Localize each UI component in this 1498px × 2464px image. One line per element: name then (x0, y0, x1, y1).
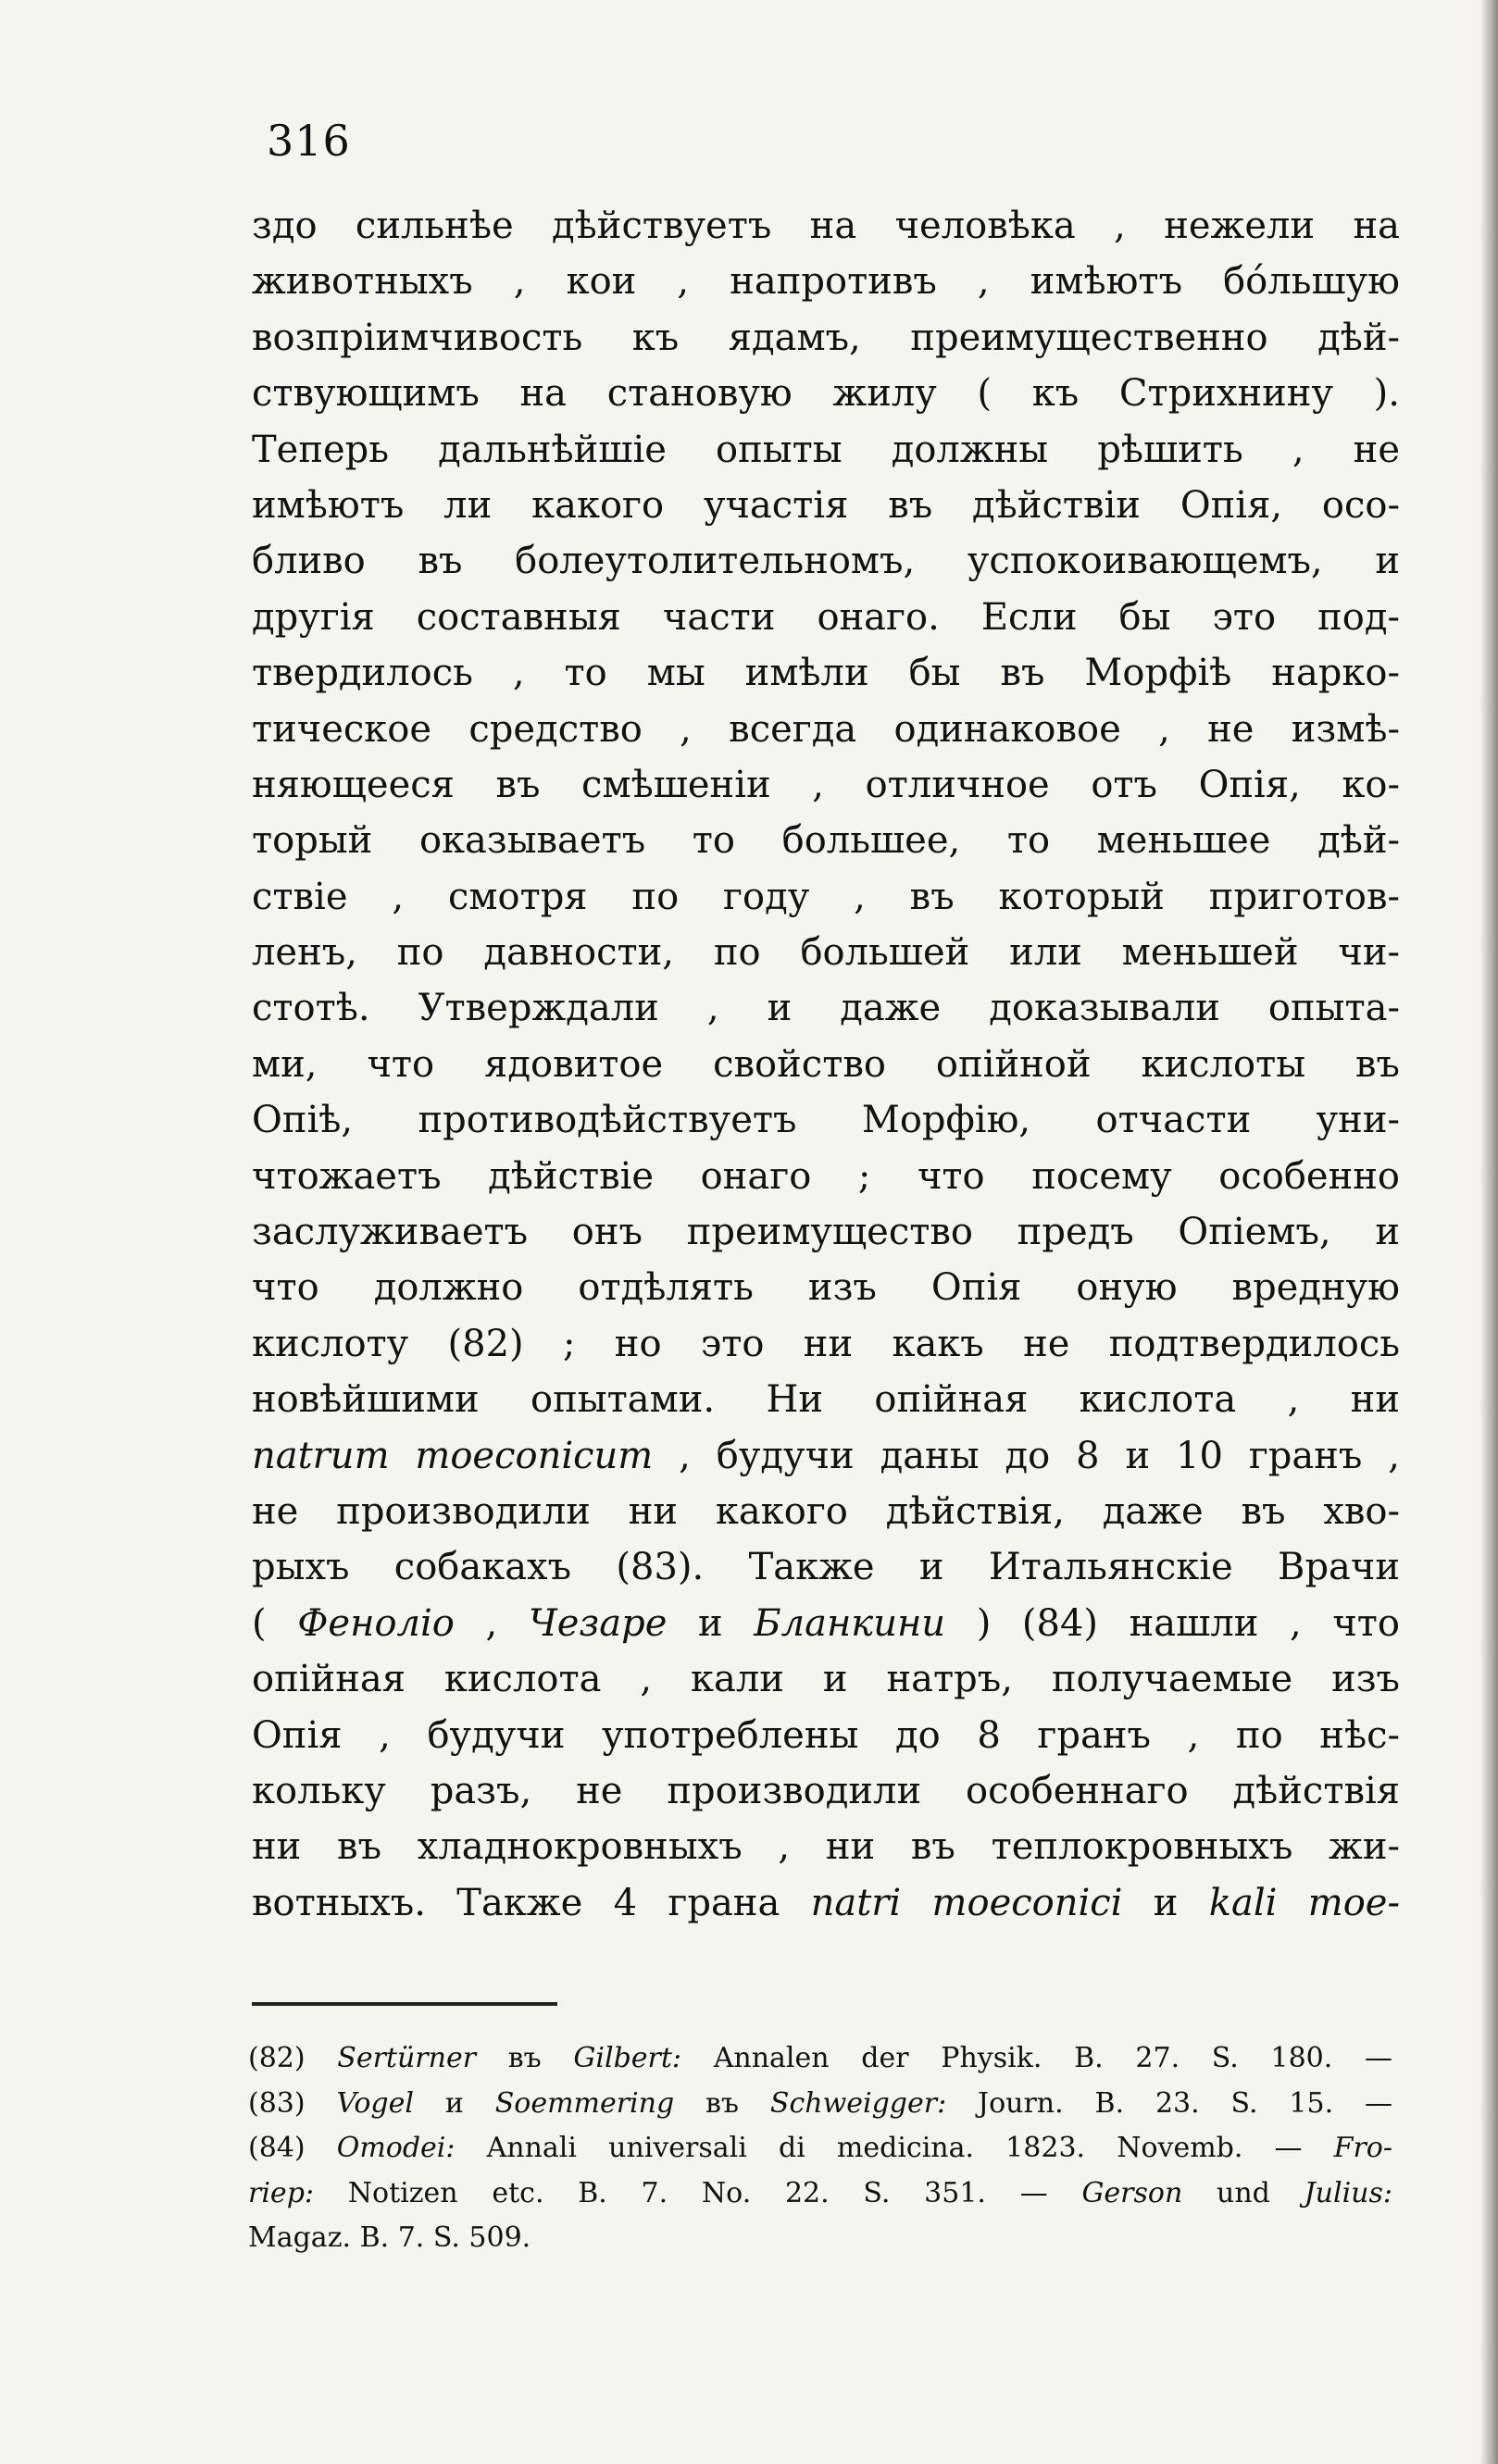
text-line (252, 366, 1400, 421)
text-run: (83) (248, 2086, 337, 2120)
text-run: ми, что ядовитое свойство опійной кислоты въ (252, 1042, 1400, 1086)
page-number: 316 (267, 116, 351, 166)
text-line (252, 1092, 1400, 1148)
italic-text: Gilbert: (573, 2042, 682, 2074)
text-run: другія составныя части онаго. Если бы это под- (252, 595, 1400, 639)
text-run: (84) (248, 2132, 337, 2164)
text-line (252, 1651, 1400, 1707)
text-run: рыхъ собакахъ (83). Также и Итальянскіе Врачи (252, 1546, 1400, 1589)
text-run: ленъ, по давности, по большей или меньшей чи- (252, 931, 1400, 975)
text-run: ) (84) нашли , что (945, 1601, 1400, 1645)
text-line (252, 590, 1400, 645)
body-text (252, 198, 1400, 1931)
italic-text: Sertürner (337, 2042, 477, 2074)
text-run: бливо въ болеутолительномъ, успокоивающемъ, и (252, 540, 1400, 583)
italic-text: Omodei: (336, 2132, 456, 2164)
text-line (252, 1484, 1400, 1539)
text-line (252, 422, 1400, 478)
italic-text: riep: (248, 2176, 315, 2209)
footnote-line (248, 2216, 1392, 2261)
footnote-line (248, 2036, 1392, 2082)
italic-text: Бланкини (754, 1601, 946, 1645)
text-line (252, 1316, 1400, 1372)
text-run: , (454, 1601, 529, 1645)
text-line (252, 925, 1400, 980)
text-run: вотныхъ. Также 4 грана (252, 1881, 811, 1924)
text-line (252, 254, 1400, 309)
text-run: въ (476, 2042, 574, 2074)
text-run: Notizen etc. B. 7. No. 22. S. 351. — (314, 2176, 1082, 2209)
text-run: твердилось , то мы имѣли бы въ Морфіѣ нарко- (252, 652, 1400, 695)
text-run: возпріимчивость къ ядамъ, преимущественно дѣй- (252, 316, 1400, 359)
text-run: Опія , будучи употреблены до 8 гранъ , по нѣс- (252, 1713, 1400, 1757)
footnote-separator (252, 2002, 557, 2006)
italic-text: natrum moeconicum (252, 1434, 654, 1477)
text-run: животныхъ , кои , напротивъ , имѣютъ бо́льшую (252, 260, 1400, 304)
text-run: стотѣ. Утверждали , и даже доказывали опыта- (252, 987, 1400, 1030)
text-line (252, 1819, 1400, 1874)
text-run: und (1182, 2176, 1305, 2209)
text-line (252, 869, 1400, 925)
text-line (252, 1539, 1400, 1595)
text-run: (82) (248, 2042, 338, 2074)
text-line (252, 1428, 1400, 1484)
text-line (252, 310, 1400, 366)
text-line (252, 702, 1400, 757)
text-run: здо сильнѣе дѣйствуетъ на человѣка , нежели на (252, 205, 1400, 247)
text-run: ствіе , смотря по году , въ который приготов- (252, 875, 1400, 918)
text-run: чтожаетъ дѣйствіе онаго ; что посему особенно (252, 1154, 1400, 1198)
text-run: заслуживаетъ онъ преимущество предъ Опіемъ, и (252, 1211, 1400, 1254)
italic-text: Феноліо (297, 1601, 455, 1645)
italic-text: Julius: (1304, 2176, 1392, 2209)
text-run: и (1122, 1881, 1209, 1924)
italic-text: kali moe- (1208, 1881, 1400, 1924)
footnote-line (248, 2126, 1392, 2172)
italic-text: Fro- (1333, 2132, 1392, 2164)
italic-text: Vogel (336, 2086, 414, 2120)
text-run: Annalen der Physik. B. 27. S. 180. — (681, 2042, 1392, 2074)
text-run: , будучи даны до 8 и 10 гранъ , (653, 1434, 1400, 1477)
text-line (252, 1149, 1400, 1204)
text-run: Magaz. B. 7. S. 509. (248, 2221, 531, 2254)
text-run: кольку разъ, не производили особеннаго дѣйствія (252, 1769, 1400, 1812)
footnotes (248, 2036, 1392, 2261)
italic-text: Schweigger: (769, 2086, 947, 2120)
text-line (252, 1763, 1400, 1819)
text-line (252, 198, 1400, 254)
text-run: и (413, 2086, 495, 2120)
text-run: новѣйшими опытами. Ни опійная кислота , ни (252, 1378, 1400, 1422)
italic-text: Soemmering (494, 2086, 675, 2120)
text-line (252, 645, 1400, 701)
italic-text: natri moeconici (810, 1881, 1123, 1924)
text-run: торый оказываетъ то большее, то меньшее дѣй- (252, 819, 1400, 863)
text-run: ни въ хладнокровныхъ , ни въ теплокровныхъ жи- (252, 1825, 1400, 1869)
text-line (252, 1204, 1400, 1260)
text-line (252, 1260, 1400, 1315)
text-line (252, 533, 1400, 589)
text-line (252, 1596, 1400, 1651)
text-line (252, 980, 1400, 1036)
text-run: кислоту (82) ; но это ни какъ не подтвердилось (252, 1322, 1400, 1365)
text-run: Теперь дальнѣйшіе опыты должны рѣшить , не (252, 428, 1400, 471)
text-line (252, 1708, 1400, 1763)
text-run: Опіѣ, противодѣйствуетъ Морфію, отчасти уни- (252, 1099, 1400, 1142)
text-line (252, 1037, 1400, 1092)
text-run: опійная кислота , кали и натръ, получаемые изъ (252, 1658, 1400, 1701)
italic-text: Gerson (1081, 2176, 1183, 2209)
footnote-line (248, 2082, 1392, 2127)
text-run: ствующимъ на становую жилу ( къ Стрихнину ). (252, 372, 1400, 416)
text-run: Annali universali di medicina. 1823. Novemb. — (455, 2132, 1334, 2164)
text-run: тическое средство , всегда одинаковое , не измѣ- (252, 707, 1400, 751)
text-run: имѣютъ ли какого участія въ дѣйствіи Опія, осо- (252, 483, 1400, 527)
text-run: и (667, 1601, 755, 1645)
text-line (252, 1372, 1400, 1427)
text-line (252, 478, 1400, 533)
text-line (252, 1875, 1400, 1931)
text-run: что должно отдѣлять изъ Опія оную вредную (252, 1266, 1400, 1310)
page-edge-shadow (1479, 0, 1498, 2464)
text-run: ( (252, 1601, 298, 1645)
text-run: Journ. B. 23. S. 15. — (946, 2086, 1392, 2120)
text-line (252, 757, 1400, 813)
text-run: няющееся въ смѣшеніи , отличное отъ Опія, ко- (252, 763, 1400, 806)
italic-text: Чезаре (528, 1601, 668, 1645)
text-line (252, 813, 1400, 868)
text-run: въ (674, 2086, 770, 2120)
text-run: не производили ни какого дѣйствія, даже въ хво- (252, 1489, 1400, 1533)
footnote-line (248, 2172, 1392, 2217)
